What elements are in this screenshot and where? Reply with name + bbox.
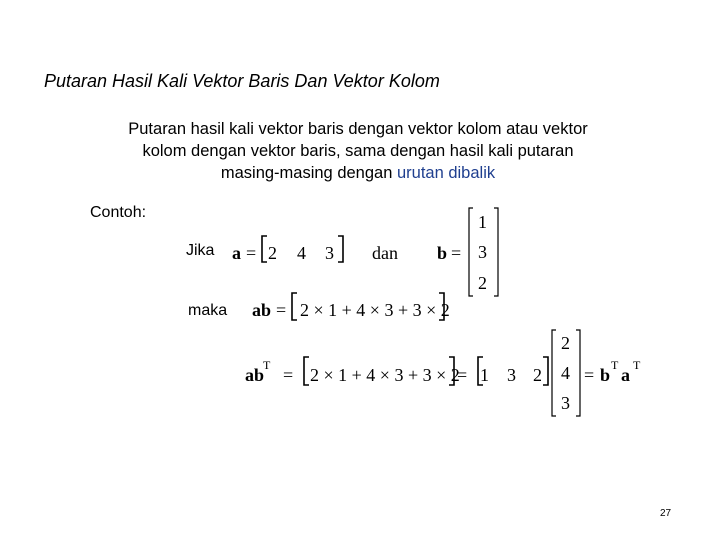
if-label: Jika [186, 242, 215, 259]
matrix-entry: 1 [480, 365, 489, 385]
equals-sign: = [584, 365, 595, 385]
left-bracket [469, 208, 473, 296]
vector-b-symbol: b [600, 365, 611, 385]
equals-sign: = [246, 243, 257, 263]
matrix-entry: 4 [297, 243, 306, 263]
product-expression: 2 × 1 + 4 × 3 + 3 × 2 [300, 300, 450, 320]
transpose-superscript: T [263, 358, 271, 372]
matrix-entry: 2 [478, 273, 487, 293]
equation-ab [252, 293, 450, 320]
matrix-entry: 3 [478, 242, 487, 262]
right-bracket [338, 236, 343, 262]
conjunction-dan: dan [372, 243, 398, 263]
left-bracket [304, 357, 309, 385]
product-expression: 2 × 1 + 4 × 3 + 3 × 2 [310, 365, 460, 385]
slide-title: Putaran Hasil Kali Vektor Baris Dan Vektor Kolom [44, 71, 440, 91]
equation-ab-transpose [245, 330, 641, 416]
transpose-superscript: T [611, 358, 619, 372]
left-bracket [552, 330, 556, 416]
product-ab-symbol: ab [245, 365, 265, 385]
right-bracket [494, 208, 498, 296]
matrix-entry: 2 [561, 333, 570, 353]
vector-b-symbol: b [437, 243, 448, 263]
left-bracket [292, 293, 297, 320]
example-label: Contoh: [90, 204, 147, 221]
then-label: maka [188, 302, 228, 319]
paragraph-line-2: kolom dengan vektor baris, sama dengan hasil kali putaran [142, 142, 574, 160]
matrix-entry: 3 [561, 393, 570, 413]
matrix-entry: 2 [533, 365, 542, 385]
left-bracket [262, 236, 267, 262]
paragraph-line-3: masing-masing dengan [220, 164, 397, 182]
matrix-entry: 4 [561, 363, 570, 383]
transpose-superscript: T [633, 358, 641, 372]
matrix-entry: 1 [478, 212, 487, 232]
matrix-entry: 2 [268, 243, 277, 263]
product-ab-symbol: ab [252, 300, 272, 320]
equals-sign: = [276, 300, 287, 320]
equals-sign: = [283, 365, 294, 385]
right-bracket [576, 330, 580, 416]
right-bracket [543, 357, 548, 385]
equals-sign: = [451, 243, 462, 263]
equation-b [437, 208, 498, 296]
matrix-entry: 3 [507, 365, 516, 385]
equation-a [232, 236, 398, 263]
paragraph-line-1: Putaran hasil kali vektor baris dengan vektor kolom atau vektor [128, 120, 588, 138]
vector-a-symbol: a [232, 243, 241, 263]
vector-a-symbol: a [621, 365, 630, 385]
matrix-entry: 3 [325, 243, 334, 263]
page-number: 27 [660, 508, 672, 519]
equals-sign: = [457, 365, 468, 385]
highlight-reversed-order: urutan dibalik [396, 164, 496, 182]
